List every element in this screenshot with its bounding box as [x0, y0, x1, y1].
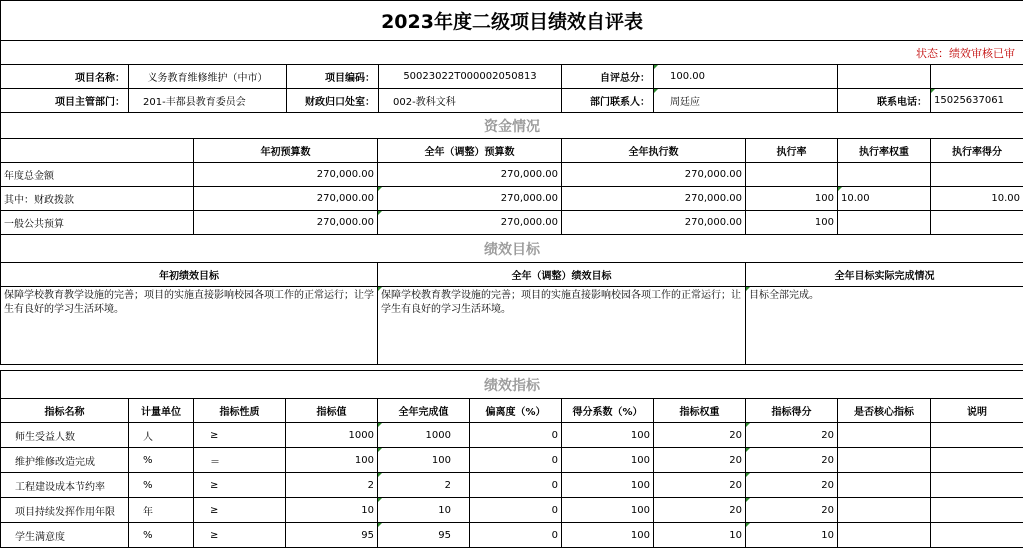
funds-score [931, 163, 1023, 187]
indicator-row [1, 523, 1023, 548]
ind-weight: 20 [654, 473, 746, 498]
ind-core [838, 473, 931, 498]
ind-done: 95 [378, 523, 470, 548]
ind-weight: 20 [654, 423, 746, 448]
ind-core [838, 448, 931, 473]
funds-row-public [1, 211, 1023, 235]
ind-unit: % [129, 473, 194, 498]
goals-header-actual: 全年目标实际完成情况 [746, 263, 1023, 287]
dept-value: 201-丰都县教育委员会 [129, 89, 287, 113]
ind-note [931, 473, 1023, 498]
phone-value: 15025637061 [931, 89, 1023, 113]
ind-header-dev: 偏离度（%） [470, 399, 562, 423]
ind-value: 10 [286, 498, 378, 523]
funds-row-label: 年度总金额 [1, 163, 194, 187]
funds-row-label: 一般公共预算 [1, 211, 194, 235]
funds-adjusted: 270,000.00 [378, 187, 562, 211]
funds-header-rate: 执行率 [746, 139, 838, 163]
ind-core [838, 423, 931, 448]
funds-section-title: 资金情况 [1, 113, 1023, 139]
ind-coef: 100 [562, 423, 654, 448]
ind-unit: 年 [129, 498, 194, 523]
ind-dev: 0 [470, 523, 562, 548]
funds-score: 10.00 [931, 187, 1023, 211]
goals-section-title: 绩效目标 [1, 235, 1023, 263]
ind-name: 项目持续发挥作用年限 [1, 498, 129, 523]
ind-score: 20 [746, 448, 838, 473]
goals-adjusted-text: 保障学校教育教学设施的完善；项目的实施直接影响校园各项工作的正常运行；让学生有良好的学习生活环境。 [378, 287, 746, 365]
dept-label: 项目主管部门： [1, 89, 129, 113]
ind-core [838, 523, 931, 548]
goals-header-adjusted: 全年（调整）绩效目标 [378, 263, 746, 287]
funds-goals-table [0, 112, 1023, 365]
funds-score [931, 211, 1023, 235]
ind-nature: ≥ [194, 523, 286, 548]
ind-dev: 0 [470, 423, 562, 448]
indicators-table [0, 370, 1023, 548]
indicator-row [1, 448, 1023, 473]
ind-done: 100 [378, 448, 470, 473]
funds-header-initial: 年初预算数 [194, 139, 378, 163]
ind-weight: 20 [654, 498, 746, 523]
ind-done: 1000 [378, 423, 470, 448]
ind-nature: ＝ [194, 448, 286, 473]
funds-weight [838, 211, 931, 235]
ind-done: 2 [378, 473, 470, 498]
ind-value: 2 [286, 473, 378, 498]
empty-cell [838, 65, 931, 89]
ind-value: 100 [286, 448, 378, 473]
goals-actual-text: 目标全部完成。 [746, 287, 1023, 365]
indicator-row [1, 423, 1023, 448]
indicators-section-title: 绩效指标 [1, 371, 1023, 399]
funds-adjusted: 270,000.00 [378, 211, 562, 235]
ind-dev: 0 [470, 448, 562, 473]
self-score-label: 自评总分： [562, 65, 654, 89]
ind-score: 20 [746, 498, 838, 523]
funds-row-total [1, 163, 1023, 187]
ind-note [931, 523, 1023, 548]
funds-rate: 100 [746, 187, 838, 211]
ind-coef: 100 [562, 473, 654, 498]
page-title: 2023年度二级项目绩效自评表 [1, 1, 1023, 41]
ind-coef: 100 [562, 498, 654, 523]
funds-initial: 270,000.00 [194, 187, 378, 211]
finance-label: 财政归口处室： [287, 89, 379, 113]
ind-nature: ≥ [194, 473, 286, 498]
ind-unit: % [129, 523, 194, 548]
goals-initial-text: 保障学校教育教学设施的完善；项目的实施直接影响校园各项工作的正常运行；让学生有良好的学习生活环境。 [1, 287, 378, 365]
ind-note [931, 448, 1023, 473]
ind-header-note: 说明 [931, 399, 1023, 423]
ind-coef: 100 [562, 523, 654, 548]
ind-name: 学生满意度 [1, 523, 129, 548]
ind-value: 95 [286, 523, 378, 548]
ind-dev: 0 [470, 473, 562, 498]
ind-header-unit: 计量单位 [129, 399, 194, 423]
contact-label: 部门联系人： [562, 89, 654, 113]
ind-name: 工程建设成本节约率 [1, 473, 129, 498]
funds-header-weight: 执行率权重 [838, 139, 931, 163]
ind-unit: % [129, 448, 194, 473]
ind-dev: 0 [470, 498, 562, 523]
funds-initial: 270,000.00 [194, 211, 378, 235]
status-text: 状态：绩效审核已审 [1, 41, 1023, 65]
funds-executed: 270,000.00 [562, 211, 746, 235]
ind-header-nature: 指标性质 [194, 399, 286, 423]
funds-initial: 270,000.00 [194, 163, 378, 187]
ind-header-coef: 得分系数（%） [562, 399, 654, 423]
contact-value: 周廷应 [654, 89, 838, 113]
empty-cell [1, 139, 194, 163]
funds-executed: 270,000.00 [562, 163, 746, 187]
ind-header-done: 全年完成值 [378, 399, 470, 423]
header-table [0, 0, 1023, 113]
indicator-row [1, 498, 1023, 523]
project-name-label: 项目名称： [1, 65, 129, 89]
phone-label: 联系电话： [838, 89, 931, 113]
funds-weight: 10.00 [838, 187, 931, 211]
ind-header-name: 指标名称 [1, 399, 129, 423]
self-score-value: 100.00 [654, 65, 838, 89]
funds-rate [746, 163, 838, 187]
ind-unit: 人 [129, 423, 194, 448]
ind-nature: ≥ [194, 498, 286, 523]
project-code-value: 50023022T000002050813 [379, 65, 562, 89]
funds-adjusted: 270,000.00 [378, 163, 562, 187]
indicator-row [1, 473, 1023, 498]
ind-score: 20 [746, 473, 838, 498]
funds-header-executed: 全年执行数 [562, 139, 746, 163]
goals-header-initial: 年初绩效目标 [1, 263, 378, 287]
ind-weight: 20 [654, 448, 746, 473]
funds-row-label: 其中：财政拨款 [1, 187, 194, 211]
funds-weight [838, 163, 931, 187]
empty-cell [931, 65, 1023, 89]
funds-row-fiscal [1, 187, 1023, 211]
ind-header-value: 指标值 [286, 399, 378, 423]
project-code-label: 项目编码： [287, 65, 379, 89]
finance-value: 002-教科文科 [379, 89, 562, 113]
funds-header-adjusted: 全年（调整）预算数 [378, 139, 562, 163]
ind-name: 维护维修改造完成 [1, 448, 129, 473]
ind-score: 10 [746, 523, 838, 548]
ind-score: 20 [746, 423, 838, 448]
ind-value: 1000 [286, 423, 378, 448]
ind-nature: ≥ [194, 423, 286, 448]
ind-name: 师生受益人数 [1, 423, 129, 448]
ind-header-weight: 指标权重 [654, 399, 746, 423]
ind-coef: 100 [562, 448, 654, 473]
ind-weight: 10 [654, 523, 746, 548]
ind-header-core: 是否核心指标 [838, 399, 931, 423]
project-name-value: 义务教育维修维护（中市） [129, 65, 287, 89]
funds-header-score: 执行率得分 [931, 139, 1023, 163]
funds-executed: 270,000.00 [562, 187, 746, 211]
ind-note [931, 423, 1023, 448]
ind-header-score: 指标得分 [746, 399, 838, 423]
funds-rate: 100 [746, 211, 838, 235]
ind-done: 10 [378, 498, 470, 523]
ind-core [838, 498, 931, 523]
ind-note [931, 498, 1023, 523]
